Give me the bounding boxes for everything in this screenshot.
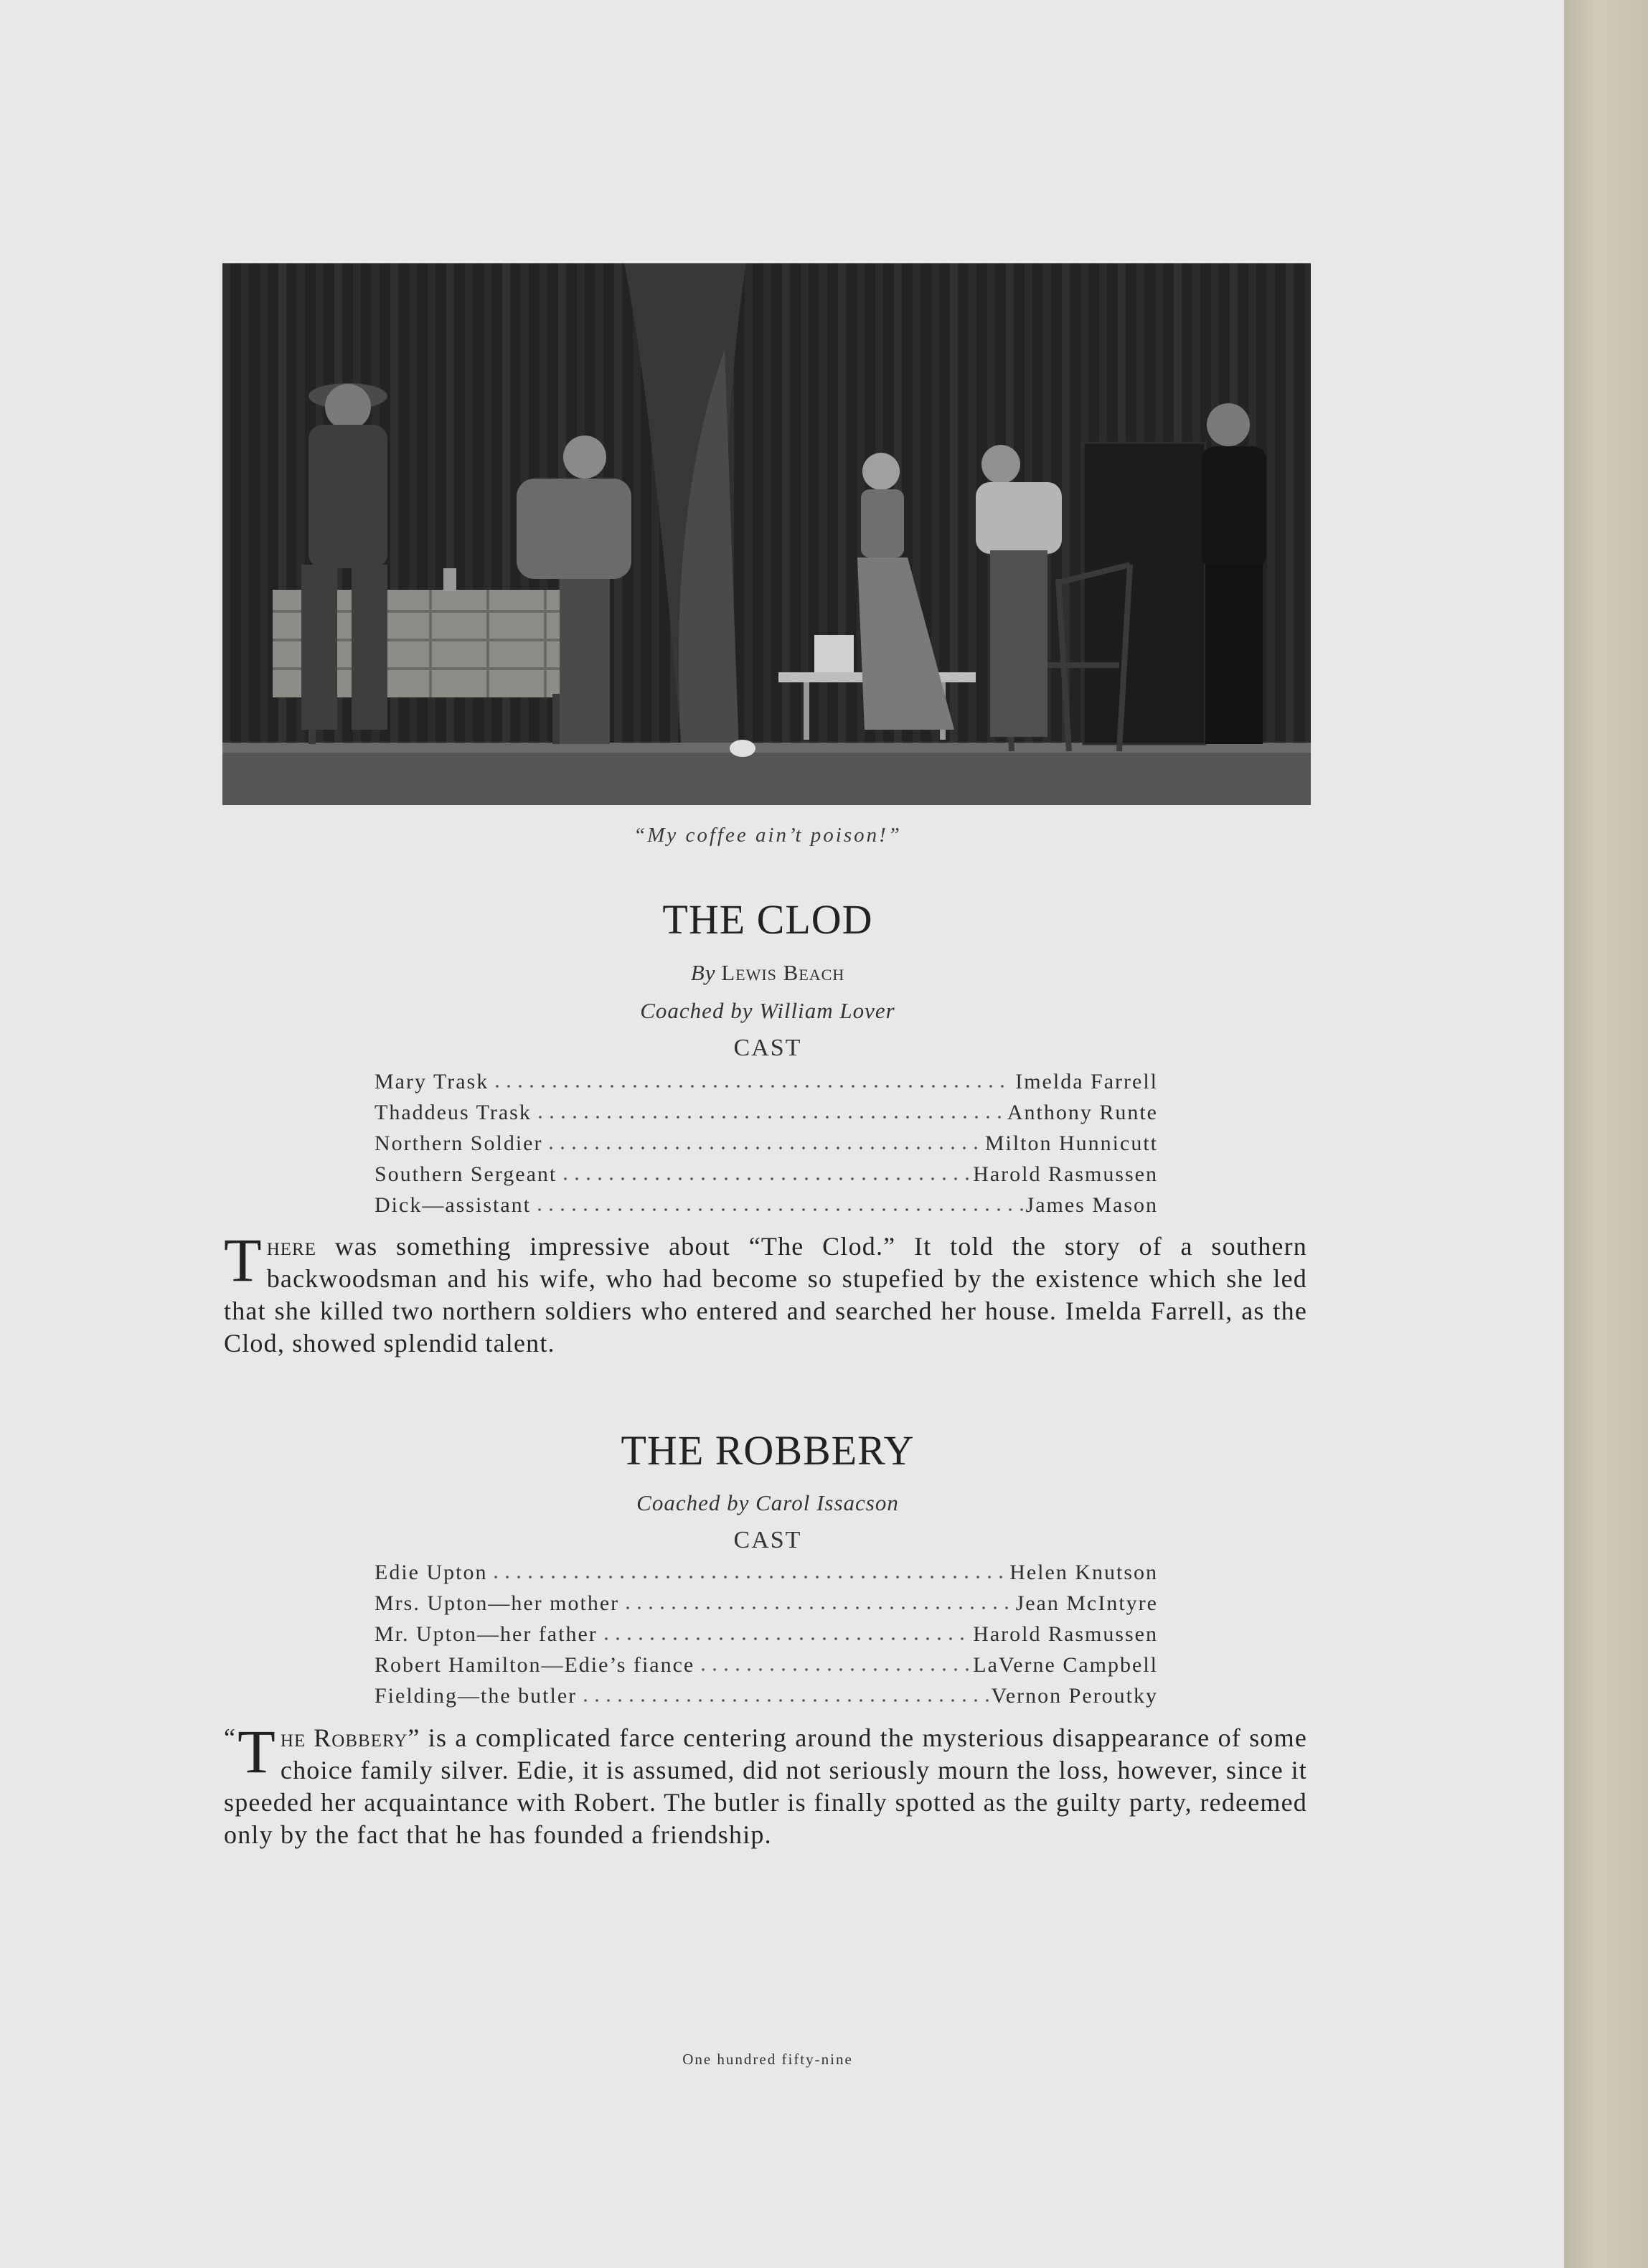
cast-actor: Milton Hunnicutt (984, 1131, 1158, 1155)
play1-title: THE CLOD (662, 896, 873, 943)
play1-author-prefix: By (690, 960, 716, 985)
review-text: ” is a complicated farce centering around the mysterious disappearance of some choice family silver. Edie, it is assumed, did not seriously mourn the loss, however, since it speeded her acquaintance with Robert. The butler is finally spotted as the guilty party, redeemed only by the fact that he has founded a friendship. (224, 1723, 1307, 1849)
play2-review (224, 1717, 1307, 1851)
leader-dots (535, 1115, 1004, 1119)
cast-row (375, 1066, 1158, 1097)
play2-cast-heading: CAST (733, 1527, 802, 1553)
play1-cast-list (375, 1066, 1158, 1220)
photo-caption: “My coffee ain’t poison!” (634, 824, 902, 847)
opening-quote: “ (224, 1723, 237, 1752)
play2-cast-list (375, 1557, 1158, 1711)
curtain-fold (1304, 263, 1311, 744)
stage-photo (222, 263, 1311, 805)
cast-row (375, 1190, 1158, 1220)
play1-review (224, 1225, 1307, 1360)
cast-row (375, 1557, 1158, 1588)
curtain-fold (241, 263, 249, 744)
cast-row (375, 1128, 1158, 1159)
leader-dots (545, 1146, 981, 1150)
cast-role: Southern Sergeant (375, 1162, 557, 1186)
leader-dots (601, 1637, 970, 1641)
play1-coach: Coached by William Lover (640, 998, 895, 1023)
stage-photo-image (222, 263, 1311, 805)
cast-actor: Helen Knutson (1009, 1561, 1158, 1584)
leader-dots (491, 1084, 1012, 1088)
play1-author: Lewis Beach (721, 960, 845, 985)
dropcap: T (224, 1225, 263, 1294)
dropcap: T (237, 1717, 276, 1786)
cast-role: Fielding—the butler (375, 1684, 578, 1708)
cast-row (375, 1097, 1158, 1128)
cast-role: Edie Upton (375, 1561, 488, 1584)
leader-dots (622, 1606, 1012, 1610)
review-lead-smallcaps: he Robbery (280, 1723, 408, 1752)
curtain-fold (222, 263, 230, 744)
cast-actor: Vernon Peroutky (991, 1684, 1158, 1708)
cast-actor: LaVerne Campbell (973, 1653, 1158, 1677)
cast-row (375, 1680, 1158, 1711)
cast-row (375, 1159, 1158, 1190)
curtain-fold (745, 263, 753, 744)
cast-role: Thaddeus Trask (375, 1101, 532, 1124)
page-edge (1564, 0, 1648, 2268)
cast-role: Mrs. Upton—her mother (375, 1591, 620, 1615)
play1-byline (0, 960, 1535, 986)
page-number: One hundred fifty-nine (682, 2051, 853, 2068)
play1-cast-heading: CAST (733, 1035, 802, 1061)
cast-role: Dick—assistant (375, 1193, 531, 1217)
cast-role: Mary Trask (375, 1070, 489, 1093)
play2-coach: Coached by Carol Issacson (636, 1490, 899, 1515)
curtain-fold (1267, 263, 1275, 744)
cast-role: Mr. Upton—her father (375, 1622, 598, 1646)
leader-dots (580, 1698, 988, 1703)
cast-actor: Jean McIntyre (1015, 1591, 1158, 1615)
review-lead-smallcaps: here (266, 1232, 317, 1261)
play2-title: THE ROBBERY (621, 1427, 915, 1474)
leader-dots (697, 1667, 970, 1672)
cast-actor: Imelda Farrell (1015, 1070, 1158, 1093)
cast-row (375, 1650, 1158, 1680)
curtain-fold (763, 263, 771, 744)
cast-actor: Anthony Runte (1007, 1101, 1158, 1124)
curtain-fold (969, 263, 976, 744)
curtain-fold (801, 263, 809, 744)
curtain-fold (950, 263, 958, 744)
cast-actor: Harold Rasmussen (973, 1162, 1158, 1186)
cast-actor: James Mason (1025, 1193, 1158, 1217)
cast-role: Northern Soldier (375, 1131, 543, 1155)
cast-row (375, 1619, 1158, 1650)
review-text: was something impressive about “The Clod.” It told the story of a southern backwoodsman and his wife, who had become so stupefied by the existence which she led that she killed two northern soldiers who entered and searched her house. Imelda Farrell, as the Clod, showed splendid talent. (224, 1232, 1307, 1357)
leader-dots (560, 1177, 970, 1181)
cast-role: Robert Hamilton—Edie’s fiance (375, 1653, 695, 1677)
cast-actor: Harold Rasmussen (973, 1622, 1158, 1646)
curtain-fold (260, 263, 268, 744)
leader-dots (534, 1208, 1023, 1212)
leader-dots (490, 1575, 1007, 1579)
curtain-fold (782, 263, 790, 744)
cast-row (375, 1588, 1158, 1619)
curtain-fold (1286, 263, 1294, 744)
